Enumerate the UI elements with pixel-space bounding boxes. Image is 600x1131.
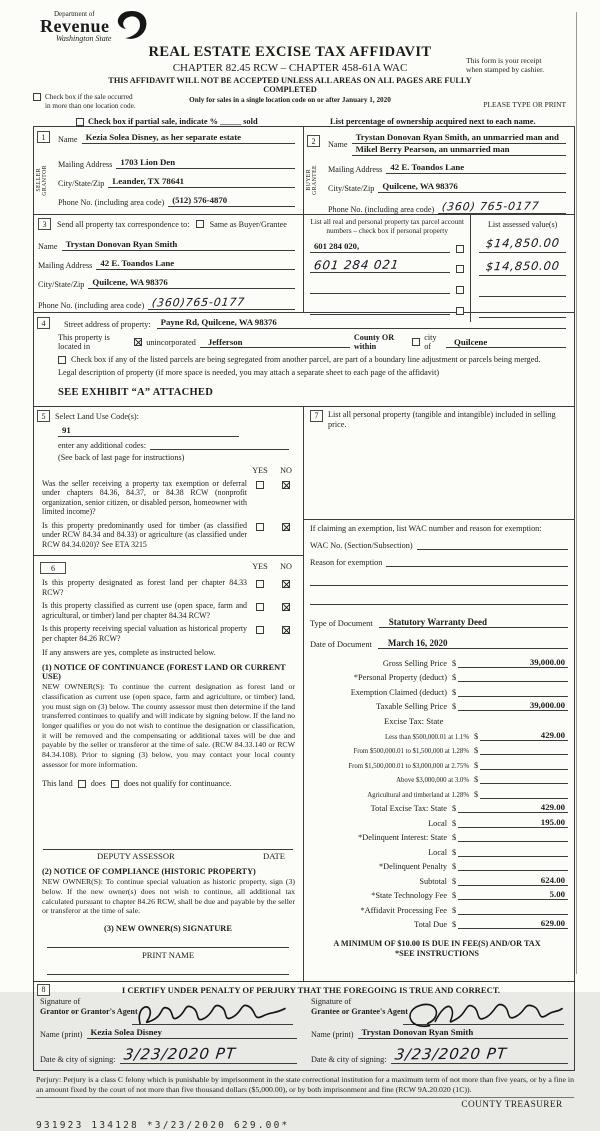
unincorporated-label: unincorporated — [146, 337, 196, 347]
minimum-fee-note: A MINIMUM OF $10.00 IS DUE IN FEE(S) AND/OR TAX — [333, 939, 541, 948]
assessed-2-handwritten: $14,850.00 — [484, 258, 561, 274]
city-of-label: city of — [424, 333, 437, 351]
delinquent-penalty-field[interactable] — [458, 860, 568, 871]
buyer-name-field-line2[interactable]: Mikel Berry Pearson, an unmarried man — [352, 144, 566, 156]
dollar-sign: $ — [452, 673, 457, 682]
deputy-assessor-signature-line[interactable] — [43, 840, 293, 850]
new-owner-signature-heading: (3) NEW OWNER(S) SIGNATURE — [104, 923, 232, 933]
delinquent-interest-local-field[interactable] — [458, 846, 568, 857]
dollar-sign: $ — [452, 804, 457, 813]
question-timber-agriculture — [37, 521, 299, 549]
qualify-line — [42, 779, 299, 788]
form-warning: THIS AFFIDAVIT WILL NOT BE ACCEPTED UNLESS ALL AREAS ON ALL PAGES ARE FULLY COMPLETED — [108, 76, 472, 94]
form-header — [0, 0, 600, 126]
q3-yes-checkbox[interactable] — [256, 626, 264, 634]
corr-phone-handwritten: (360)765-0177 — [151, 295, 246, 310]
question-current-use — [37, 601, 299, 620]
does-checkbox[interactable] — [78, 780, 86, 788]
grantee-signature-block — [311, 997, 568, 1064]
affidavit-processing-fee-row: *Affidavit Processing Fee $ — [306, 904, 568, 915]
buyer-phone-field[interactable] — [438, 200, 566, 214]
parcel-assessed-section — [304, 215, 574, 312]
segregated-label: Check box if any of the listed parcels are being segregated from another parcel, are part of a boundary line adjustment or parcels being merged. — [71, 355, 541, 364]
question-historical — [37, 624, 299, 643]
seller-phone-label: Phone No. (including area code) — [58, 198, 165, 207]
section-4-property — [34, 313, 574, 407]
notice-continuance-title: (1) NOTICE OF CONTINUANCE (FOREST LAND OR CURRENT USE) — [42, 663, 286, 682]
tier-2-field[interactable] — [480, 744, 568, 755]
q1-yes-checkbox[interactable] — [256, 481, 264, 489]
q1-yes-checkbox[interactable] — [256, 580, 264, 588]
corr-city-label: City/State/Zip — [38, 280, 85, 289]
parcel-heading-line2: numbers – check box if personal property — [326, 225, 448, 235]
seller-name-field[interactable]: Kezia Solea Disney, as her separate estate — [82, 132, 295, 144]
reason-label: Reason for exemption — [310, 558, 383, 567]
street-address-label: Street address of property: — [64, 320, 151, 329]
dollar-sign: $ — [474, 746, 479, 755]
unincorporated-checkbox[interactable] — [134, 338, 142, 346]
section-3-number: 3 — [38, 218, 51, 230]
dor-logo — [40, 10, 149, 44]
question-tax-exemption — [37, 479, 299, 517]
same-as-buyer-checkbox[interactable] — [196, 220, 204, 228]
question-text: Was the seller receiving a property tax exemption or deferral under chapters 84.36, 84.37, or 84.38 RCW (nonprofit organization, senior citizen, or disabled person, homeowner with limited income)? — [42, 479, 247, 517]
type-of-document-label: Type of Document — [310, 619, 373, 628]
section-2-number: 2 — [307, 135, 320, 147]
dollar-sign: $ — [452, 920, 457, 929]
form-chapter: CHAPTER 82.45 RCW – CHAPTER 458-61A WAC — [172, 62, 408, 74]
seller-city-field[interactable]: Leander, TX 78641 — [108, 176, 295, 188]
exemption-claimed-field[interactable] — [458, 686, 568, 697]
grantor-date-handwritten: 3/23/2020 PT — [122, 1044, 237, 1064]
parcel-numbers-column — [304, 215, 471, 322]
local-field[interactable]: 195.00 — [458, 817, 568, 828]
grantor-signature-block — [40, 997, 297, 1064]
yes-header-label: YES — [252, 466, 268, 475]
same-as-buyer-label: Same as Buyer/Grantee — [209, 219, 287, 229]
yes-no-header-6 — [37, 562, 299, 574]
notice-continuance-body: NEW OWNER(S): To continue the current designation as forest land or classification as current use (open space, farm and agriculture, or timber) land, you must sign on (3) below. The county assessor must then determine if the land transferred continues to qualify and will indicate by signing below. If the land no longer qualifies or you do not wish to continue the designation or classification, it will be removed and the compensating or additional taxes will be due and payable by the seller or transferor at the time of sale. (RCW 84.33.140 or RCW 84.34.108). Prior to signing (3) below, you may contact your local county assessor for more information. — [42, 682, 295, 769]
cashier-receipt-stamp: 931923 134128 *3/23/2020 629.00* — [36, 1119, 290, 1131]
parcel-field-1[interactable]: 601 284 020, — [310, 241, 450, 253]
seller-phone-field[interactable]: (512) 576-4870 — [168, 195, 295, 207]
legal-description-label: Legal description of property (if more space is needed, you may attach a separate sheet to each page of the affidavit) — [58, 368, 440, 377]
perjury-statement: Perjury: Perjury is a class C felony which is punishable by imprisonment in the state correctional institution for a maximum term of not more than five years, or by a fine in an amount fixed by the court of not more than five thousand dollars ($5,000.00), or by both imprisonment and fine (RCW 9A.20.020 (1C)). — [36, 1075, 574, 1098]
exemption-heading: If claiming an exemption, list WAC number and reason for exemption: — [310, 524, 542, 533]
parcel-heading-line1: List all real and personal property tax parcel account — [310, 217, 464, 226]
dollar-sign: $ — [452, 702, 457, 711]
wac-field[interactable] — [417, 539, 568, 550]
q2-no-checkbox[interactable] — [282, 603, 290, 611]
if-yes-note: If any answers are yes, complete as instructed below. — [42, 648, 216, 658]
seller-grantor-side-label — [36, 149, 49, 211]
segregated-checkbox[interactable] — [58, 356, 66, 364]
dollar-sign: $ — [452, 847, 457, 857]
total-excise-state-row: Total Excise Tax: State $ 429.00 — [306, 802, 568, 813]
question-text: Is this property classified as current use (open space, farm and agricultural, or timber) land per chapter 84.34 RCW? — [42, 601, 247, 620]
grantor-signature-handwriting — [132, 1000, 293, 1030]
grantee-name-print-field[interactable]: Trystan Donovan Ryan Smith — [358, 1027, 568, 1039]
question-text: Is this property designated as forest land per chapter 84.33 RCW? — [42, 578, 247, 597]
buyer-city-field[interactable]: Quilcene, WA 98376 — [378, 181, 566, 193]
partial-sale-checkbox[interactable] — [76, 118, 84, 126]
yes-header-label: YES — [252, 562, 268, 572]
seller-mailing-field[interactable]: 1703 Lion Den — [116, 157, 295, 169]
logo-revenue-text: Revenue — [40, 16, 110, 36]
city-field[interactable]: Quilcene — [446, 337, 566, 348]
grantor-date-city-label: Date & city of signing: — [40, 1054, 116, 1064]
parcel-1-personal-checkbox[interactable] — [456, 245, 464, 253]
assessed-values-column — [471, 215, 574, 322]
deputy-assessor-label: DEPUTY ASSESSOR — [97, 851, 175, 862]
parcel-3-personal-checkbox[interactable] — [456, 286, 464, 294]
buyer-name-label: Name — [328, 139, 348, 149]
dollar-sign: $ — [452, 833, 457, 842]
logo-state-text: Washington State — [56, 34, 112, 44]
corr-phone-field[interactable] — [148, 296, 295, 310]
gross-selling-price-field[interactable]: 39,000.00 — [458, 657, 568, 668]
additional-codes-label: enter any additional codes: — [58, 441, 146, 450]
dollar-sign: $ — [474, 789, 479, 799]
reason-extra-line-1[interactable] — [310, 573, 568, 586]
q1-no-checkbox[interactable] — [282, 481, 290, 489]
assessed-field-3[interactable] — [479, 285, 566, 297]
tier-3-row: From $1,500,000.01 to $3,000,000 at 2.75% $ — [306, 759, 568, 770]
grantee-signature-handwriting — [403, 998, 564, 1032]
receipt-note-line1: This form is your receipt — [466, 56, 542, 65]
affidavit-form — [33, 126, 575, 1071]
question-text: Is this property receiving special valuation as historical property per chapter 84.26 RCW? — [42, 624, 247, 643]
grantor-name-print-field[interactable]: Kezia Solea Disney — [87, 1027, 297, 1039]
land-use-code-field[interactable]: 91 — [58, 425, 239, 437]
multi-location-checkbox[interactable] — [33, 93, 41, 101]
reason-field[interactable] — [386, 556, 568, 567]
tier-1-field[interactable]: 429.00 — [480, 730, 568, 741]
corr-mailing-field[interactable]: 42 E. Toandos Lane — [96, 258, 295, 270]
section-6-designation — [34, 556, 303, 980]
parcel-field-4[interactable] — [310, 303, 450, 315]
delinquent-interest-state-row: *Delinquent Interest: State $ — [306, 831, 568, 842]
exemption-section — [304, 519, 574, 607]
delinquent-interest-state-field[interactable] — [458, 831, 568, 842]
dollar-sign: $ — [452, 658, 457, 668]
date-of-document-label: Date of Document — [310, 640, 372, 649]
personal-property-deduct-row: *Personal Property (deduct) $ — [306, 671, 568, 682]
buyer-phone-handwritten: (360) 765-0177 — [441, 199, 541, 214]
excise-tax-state-header: Excise Tax: State — [384, 716, 444, 726]
section-3-correspondence — [34, 215, 304, 312]
tier-5-row: Agricultural and timberland at 1.28% $ — [306, 788, 568, 799]
buyer-side-text: BUYER — [306, 169, 312, 191]
dollar-sign: $ — [452, 862, 457, 871]
scan-artifact-line — [576, 12, 577, 974]
grantee-signature-line[interactable] — [403, 1011, 564, 1025]
land-use-heading: Select Land Use Code(s): — [55, 411, 139, 421]
dollar-sign: $ — [474, 760, 479, 770]
parcel-4-personal-checkbox[interactable] — [456, 307, 464, 315]
print-name-line[interactable] — [47, 974, 289, 975]
dollar-sign: $ — [452, 687, 457, 697]
q3-no-checkbox[interactable] — [282, 626, 290, 634]
personal-property-heading: List all personal property (tangible and intangible) included in selling price. — [328, 410, 556, 430]
total-excise-state-field[interactable]: 429.00 — [458, 802, 568, 813]
multi-location-label-line2: in more than one location code. — [45, 102, 136, 110]
grantor-date-city-field[interactable] — [120, 1045, 298, 1064]
reason-extra-line-2[interactable] — [310, 592, 568, 605]
section-6-number: 6 — [40, 562, 66, 574]
parcel-2-handwritten: 601 284 021 — [313, 257, 400, 272]
seller-buyer-row — [34, 127, 574, 215]
form-single-location-note: Only for sales in a single location code on or after January 1, 2020 — [189, 96, 391, 104]
affidavit-processing-fee-field[interactable] — [458, 904, 568, 915]
local-row: Local $ 195.00 — [306, 817, 568, 828]
parcel-field-3[interactable] — [310, 282, 450, 294]
date-of-document-field[interactable]: March 16, 2020 — [378, 638, 568, 649]
date-label: DATE — [263, 851, 285, 862]
please-type-note: PLEASE TYPE OR PRINT — [483, 100, 566, 109]
see-instructions-note: *SEE INSTRUCTIONS — [395, 949, 479, 958]
seller-mailing-label: Mailing Address — [58, 160, 113, 169]
buyer-city-label: City/State/Zip — [328, 184, 375, 193]
assessed-field-2[interactable] — [479, 257, 566, 276]
dollar-sign: $ — [452, 876, 457, 886]
left-column — [34, 407, 304, 981]
street-address-field[interactable]: Payne Rd, Quilcene, WA 98376 — [157, 317, 566, 329]
logo-dept-text: Department of — [54, 10, 95, 18]
tier-4-field[interactable] — [480, 773, 568, 784]
seller-name-label: Name — [58, 135, 78, 144]
seller-side-text: SELLER — [36, 168, 42, 192]
partial-sale-label: Check box if partial sale, indicate % _____ sold — [88, 117, 258, 126]
wac-label: WAC No. (Section/Subsection) — [310, 541, 413, 550]
section-1-seller — [34, 127, 304, 214]
this-land-label: This land — [42, 779, 73, 789]
grantee-signature-label-1: Signature of — [311, 996, 352, 1006]
state-technology-fee-field[interactable]: 5.00 — [458, 889, 568, 900]
parcel-field-2[interactable] — [310, 258, 450, 273]
corr-phone-label: Phone No. (including area code) — [38, 301, 145, 310]
see-back-note: (See back of last page for instructions) — [58, 453, 185, 462]
subtotal-row: Subtotal $ 624.00 — [306, 875, 568, 886]
buyer-mailing-label: Mailing Address — [328, 165, 383, 174]
section-8-signatures — [34, 982, 574, 1070]
form-title: REAL ESTATE EXCISE TAX AFFIDAVIT — [148, 44, 432, 60]
land-use-financial-row — [34, 407, 574, 982]
does-not-label: does not qualify for continuance. — [123, 779, 232, 789]
notice-compliance-body: NEW OWNER(S): To continue special valuation as historic property, sign (3) below. If the new owner(s) does not wish to continue, all additional tax calculated pursuant to chapter 84.26 RCW, shall be due and payable by the seller or transferor at the time of sale. — [42, 877, 295, 916]
additional-codes-field[interactable] — [150, 440, 289, 450]
parcel-2-personal-checkbox[interactable] — [456, 265, 464, 273]
grantor-signature-line[interactable] — [132, 1011, 293, 1025]
dollar-sign: $ — [452, 905, 457, 915]
receipt-note-line2: when stamped by cashier. — [466, 65, 545, 75]
does-label: does — [90, 779, 106, 789]
exhibit-a-note: SEE EXHIBIT “A” ATTACHED — [58, 387, 214, 398]
buyer-name-field-line1[interactable]: Trystan Donovan Ryan Smith, an unmarried man and — [352, 132, 566, 144]
financial-table — [304, 649, 574, 958]
corr-name-field[interactable]: Trystan Donovan Ryan Smith — [62, 239, 295, 251]
ownership-note: List percentage of ownership acquired next to each name. — [330, 117, 536, 126]
section-7-personal-property — [304, 407, 574, 519]
assessed-heading: List assessed value(s) — [488, 220, 558, 229]
section-8-number: 8 — [37, 984, 50, 996]
q2-yes-checkbox[interactable] — [256, 603, 264, 611]
grantor-signature-label-1: Signature of — [40, 996, 81, 1006]
question-forest-land — [37, 578, 299, 597]
section-1-number: 1 — [37, 131, 50, 143]
dollar-sign: $ — [452, 891, 457, 900]
grantor-side-text: GRANTOR — [42, 164, 49, 196]
county-or-label: County OR within — [353, 333, 395, 351]
no-header-label: NO — [280, 466, 292, 475]
notice-compliance-title: (2) NOTICE OF COMPLIANCE (HISTORIC PROPERTY) — [42, 867, 256, 877]
does-not-checkbox[interactable] — [111, 780, 119, 788]
corr-name-label: Name — [38, 242, 58, 251]
county-treasurer-label: COUNTY TREASURER — [461, 1099, 563, 1110]
grantee-signature-label-2: Grantee or Grantee's Agent — [311, 1006, 408, 1016]
q2-yes-checkbox[interactable] — [256, 523, 264, 531]
tier-4-row: Above $3,000,000 at 3.0% $ — [306, 773, 568, 784]
tier-2-row: From $500,000.01 to $1,500,000 at 1.28% $ — [306, 744, 568, 755]
assessed-field-1[interactable] — [479, 234, 566, 253]
corr-mailing-label: Mailing Address — [38, 261, 93, 270]
county-field[interactable]: Jefferson — [200, 337, 350, 348]
q1-no-checkbox[interactable] — [282, 580, 290, 588]
city-checkbox[interactable] — [412, 338, 420, 346]
grantee-side-text: GRANTEE — [312, 165, 319, 195]
total-due-field[interactable]: 629.00 — [458, 918, 568, 929]
question-text: Is this property predominantly used for timber (as classified under RCW 84.34 and 84.33) or agriculture (as classified under RCW 84.34.020)? See ETA 3215 — [42, 520, 247, 549]
corr-city-field[interactable]: Quilcene, WA 98376 — [88, 277, 295, 289]
dollar-sign: $ — [452, 818, 457, 828]
total-due-row: Total Due $ 629.00 — [306, 918, 568, 929]
correspondence-parcel-row — [34, 215, 574, 313]
section-5-number: 5 — [37, 410, 50, 422]
section-5-land-use — [34, 407, 303, 556]
section-2-buyer — [304, 127, 574, 214]
state-technology-fee-row: *State Technology Fee $ 5.00 — [306, 889, 568, 900]
taxable-selling-price-field[interactable]: 39,000.00 — [458, 700, 568, 711]
assessed-field-4[interactable] — [479, 306, 566, 318]
no-header-label: NO — [280, 562, 292, 572]
assessed-1-handwritten: $14,850.00 — [484, 235, 561, 251]
grantor-signature-label-2: Grantor or Grantor's Agent — [40, 1006, 138, 1016]
grantee-name-print-label: Name (print) — [311, 1029, 354, 1039]
section-7-number: 7 — [310, 410, 323, 422]
yes-no-header-5 — [37, 466, 299, 475]
tier-3-field[interactable] — [480, 759, 568, 770]
certify-statement: I CERTIFY UNDER PENALTY OF PERJURY THAT THE FOREGOING IS TRUE AND CORRECT. — [121, 984, 501, 995]
delinquent-interest-local-row: Local $ — [306, 846, 568, 857]
located-in-label: This property is located in — [58, 333, 110, 351]
taxable-selling-price-row: Taxable Selling Price $ 39,000.00 — [306, 700, 568, 711]
grantee-date-city-label: Date & city of signing: — [311, 1054, 387, 1064]
dollar-sign: $ — [474, 731, 479, 741]
buyer-grantee-side-label — [306, 149, 319, 211]
grantee-date-handwritten: 3/23/2020 PT — [393, 1044, 508, 1064]
buyer-phone-label: Phone No. (including area code) — [328, 205, 435, 214]
personal-property-field[interactable] — [458, 671, 568, 682]
tier-5-field[interactable] — [480, 788, 568, 799]
buyer-mailing-field[interactable]: 42 E. Toandos Lane — [386, 162, 566, 174]
subtotal-field[interactable]: 624.00 — [458, 875, 568, 886]
delinquent-penalty-row: *Delinquent Penalty $ — [306, 860, 568, 871]
dollar-sign: $ — [474, 775, 479, 784]
grantor-name-print-label: Name (print) — [40, 1029, 83, 1039]
correspondence-heading: Send all property tax correspondence to: — [57, 219, 190, 229]
exemption-claimed-row: Exemption Claimed (deduct) $ — [306, 686, 568, 697]
q2-no-checkbox[interactable] — [282, 523, 290, 531]
tier-1-row: Less than $500,000.01 at 1.1% $ 429.00 — [306, 730, 568, 741]
section-4-number: 4 — [37, 317, 50, 329]
right-column — [304, 407, 574, 981]
gross-selling-price-row: Gross Selling Price $ 39,000.00 — [306, 657, 568, 668]
print-name-label: PRINT NAME — [141, 949, 195, 960]
seller-city-label: City/State/Zip — [58, 179, 105, 188]
new-owner-signature-line[interactable] — [47, 947, 289, 948]
grantee-date-city-field[interactable] — [391, 1045, 569, 1064]
dor-swoosh-icon — [113, 10, 149, 42]
multi-location-label-line1: Check box if the sale occurred — [45, 93, 133, 101]
type-of-document-field[interactable]: Statutory Warranty Deed — [379, 617, 568, 628]
